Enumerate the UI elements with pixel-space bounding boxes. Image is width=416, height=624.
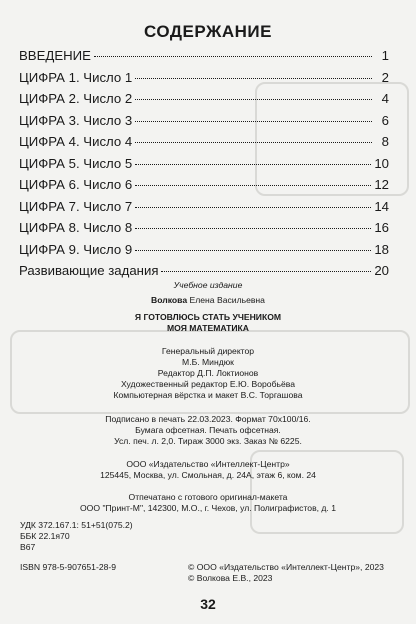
toc-entry [19, 91, 389, 113]
toc-leader-dots [135, 185, 371, 186]
toc-entry-label: ЦИФРА 9. Число 9 [19, 241, 133, 257]
toc-entry-page: 10 [374, 155, 389, 171]
copyright-author: © Волкова Е.В., 2023 [188, 573, 273, 583]
toc-leader-dots [94, 56, 372, 57]
toc-entry [19, 70, 389, 92]
credit-line: Художественный редактор Е.Ю. Воробьёва [121, 379, 295, 389]
book-title-line-1: Я ГОТОВЛЮСЬ СТАТЬ УЧЕНИКОМ [134, 312, 282, 322]
toc-leader-dots [135, 121, 372, 122]
printer-line: ООО "Принт-М", 142300, М.О., г. Чехов, ул. Полиграфистов, д. 1 [80, 503, 336, 513]
toc-entry-label: ЦИФРА 6. Число 6 [19, 177, 133, 192]
toc-entry [19, 177, 389, 199]
page-number: 32 [200, 596, 216, 612]
toc-entry-label: Развивающие задания [19, 263, 159, 278]
table-of-contents [19, 48, 389, 285]
credit-line: Редактор Д.П. Локтионов [157, 368, 259, 378]
publisher-line: ООО «Издательство «Интеллект-Центр» [126, 459, 290, 469]
print-info-line: Усл. печ. л. 2,0. Тираж 3000 экз. Заказ № 6225. [114, 436, 302, 446]
credit-line: М.Б. Миндюк [182, 357, 234, 367]
book-title-line-2: МОЯ МАТЕМАТИКА [166, 323, 250, 333]
toc-leader-dots [161, 271, 371, 272]
author-mark: В67 [20, 542, 36, 552]
toc-leader-dots [135, 250, 371, 251]
copyright-publisher: © ООО «Издательство «Интеллект-Центр», 2023 [188, 562, 384, 572]
toc-entry-page: 20 [374, 263, 389, 278]
toc-leader-dots [135, 164, 371, 165]
udk-code: УДК 372.167.1: 51+51(075.2) [20, 520, 133, 530]
credit-line: Компьютерная вёрстка и макет В.С. Торгашова [113, 390, 303, 400]
bbk-code: ББК 22.1я70 [20, 531, 70, 541]
author-given-names: Елена Васильевна [187, 295, 265, 305]
edition-type: Учебное издание [173, 280, 243, 290]
toc-entry [19, 48, 389, 70]
toc-entry-page: 14 [374, 198, 389, 214]
toc-entry [19, 156, 389, 178]
toc-entry-page: 4 [381, 91, 389, 106]
toc-entry-label: ЦИФРА 7. Число 7 [19, 198, 133, 214]
print-info-line: Подписано в печать 22.03.2023. Формат 70x100/16. [105, 414, 311, 424]
toc-entry [19, 113, 389, 135]
toc-entry-page: 8 [381, 134, 389, 149]
credit-line: Генеральный директор [161, 346, 255, 356]
toc-entry-label: ВВЕДЕНИЕ [19, 48, 91, 63]
toc-entry-page: 2 [381, 69, 389, 85]
isbn: ISBN 978-5-907651-28-9 [20, 562, 117, 572]
toc-entry [19, 242, 389, 264]
author-surname: Волкова [151, 295, 188, 305]
toc-leader-dots [135, 78, 372, 79]
print-info-line: Бумага офсетная. Печать офсетная. [135, 425, 281, 435]
toc-entry-page: 16 [374, 220, 389, 235]
toc-entry-page: 18 [374, 241, 389, 257]
publisher-line: 125445, Москва, ул. Смольная, д. 24А, этаж 6, ком. 24 [100, 470, 316, 480]
toc-entry-label: ЦИФРА 5. Число 5 [19, 155, 133, 171]
toc-entry-label: ЦИФРА 1. Число 1 [19, 69, 133, 85]
toc-entry-label: ЦИФРА 2. Число 2 [19, 91, 133, 106]
printer-line: Отпечатано с готового оригинал-макета [128, 492, 288, 502]
toc-leader-dots [135, 207, 371, 208]
toc-entry [19, 199, 389, 221]
toc-entry-label: ЦИФРА 8. Число 8 [19, 220, 133, 235]
toc-title: СОДЕРЖАНИЕ [144, 22, 272, 41]
toc-leader-dots [135, 99, 372, 100]
author-name [0, 295, 416, 306]
toc-entry-label: ЦИФРА 3. Число 3 [19, 112, 133, 128]
toc-leader-dots [135, 142, 372, 143]
toc-entry-page: 1 [381, 48, 389, 63]
toc-leader-dots [135, 228, 371, 229]
toc-entry-label: ЦИФРА 4. Число 4 [19, 134, 133, 149]
toc-entry [19, 134, 389, 156]
toc-entry-page: 6 [381, 112, 389, 128]
toc-entry-page: 12 [374, 177, 389, 192]
toc-entry [19, 220, 389, 242]
